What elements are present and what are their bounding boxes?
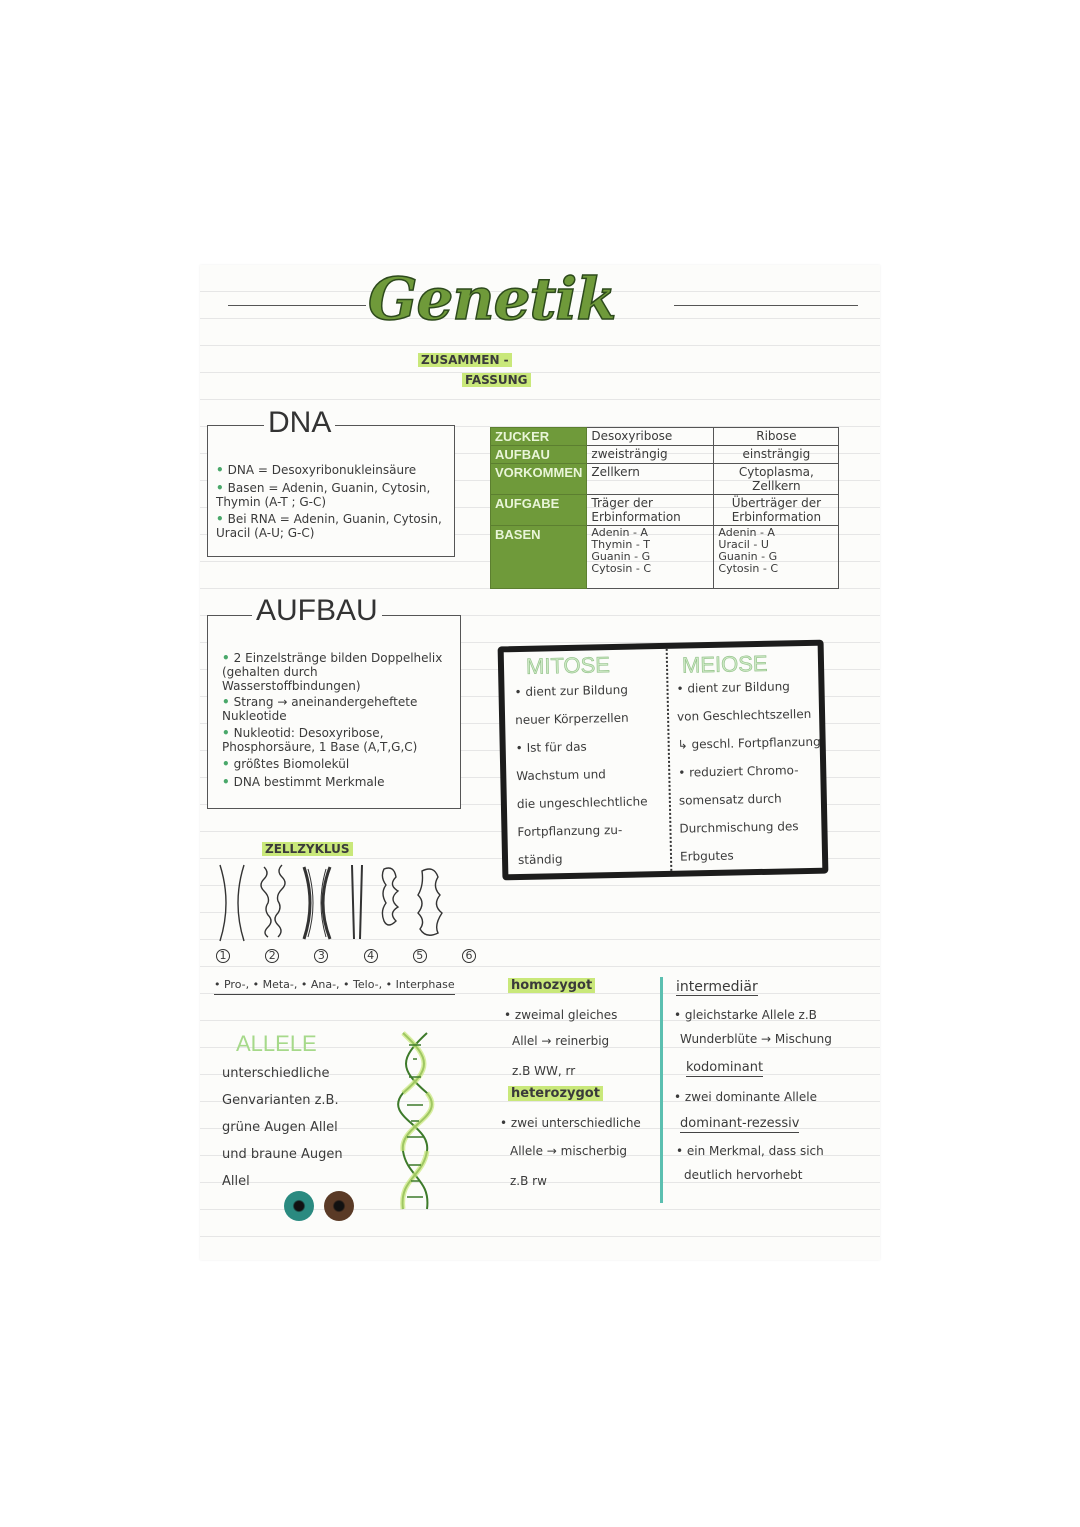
page-title: Genetik bbox=[368, 265, 616, 333]
title-rule-right bbox=[674, 305, 858, 306]
row-label: VORKOMMEN bbox=[491, 464, 587, 495]
intermediaer-text bbox=[674, 1009, 832, 1055]
homozygot-line: • zweimal gleiches bbox=[504, 1008, 618, 1022]
phase-number: 1 bbox=[216, 949, 230, 963]
mitose-line: Fortpflanzung zu- bbox=[517, 822, 623, 840]
allele-line: Genvarianten z.B. bbox=[222, 1093, 339, 1108]
chromosome-2 bbox=[261, 867, 271, 937]
phase-number: 6 bbox=[462, 949, 476, 963]
table-row bbox=[491, 428, 839, 446]
table-row bbox=[491, 495, 839, 526]
row-label: BASEN bbox=[491, 526, 587, 589]
meiose-heading: MEIOSE bbox=[681, 650, 768, 678]
table-row bbox=[491, 446, 839, 464]
row-label: ZUCKER bbox=[491, 428, 587, 446]
dna-item: • DNA = Desoxyribonukleinsäure bbox=[216, 463, 417, 477]
aufbau-item: • DNA bestimmt Merkmale bbox=[222, 775, 385, 790]
dna-cell: Adenin - A Thymin - T Guanin - G Cytosin - C bbox=[587, 526, 714, 589]
chromosome-6 bbox=[418, 869, 442, 935]
phase-number: 2 bbox=[265, 949, 279, 963]
mitose-line: • dient zur Bildung bbox=[514, 682, 629, 700]
dna-list bbox=[216, 464, 448, 541]
dna-cell: zweisträngig bbox=[587, 446, 714, 464]
dna-item: • Basen = Adenin, Guanin, Cytosin, Thymin (A-T ; G-C) bbox=[216, 480, 431, 509]
meiose-line: • dient zur Bildung bbox=[676, 679, 790, 696]
notebook-page bbox=[200, 265, 880, 1260]
rna-cell: Adenin - A Uracil - U Guanin - G Cytosin - C bbox=[714, 526, 839, 589]
heterozygot-line: Allele → mischerbig bbox=[510, 1144, 628, 1158]
mitose-heading: MITOSE bbox=[525, 652, 611, 679]
homozygot-line: Allel → reinerbig bbox=[512, 1034, 610, 1048]
dna-rna-table bbox=[490, 427, 839, 589]
row-label: AUFGABE bbox=[491, 495, 587, 526]
homozygot-heading: homozygot bbox=[508, 979, 595, 994]
heterozygot-line: • zwei unterschiedliche bbox=[500, 1116, 641, 1130]
meiose-text bbox=[676, 672, 820, 871]
dna-cell: Träger der Erbinformation bbox=[587, 495, 714, 526]
rna-cell: Ribose bbox=[714, 428, 839, 446]
kodominant-text bbox=[674, 1091, 817, 1105]
meiose-line: somensatz durch bbox=[678, 791, 782, 808]
allele-text bbox=[222, 1067, 343, 1202]
mitose-line: die ungeschlechtliche bbox=[516, 794, 648, 812]
kodominant-heading: kodominant bbox=[686, 1060, 764, 1075]
table-row bbox=[491, 526, 839, 589]
kodominant-line: • zwei dominante Allele bbox=[674, 1090, 817, 1104]
mitose-line: • Ist für das bbox=[515, 739, 587, 756]
phase-numbers bbox=[216, 949, 476, 963]
dominant-rezessiv-heading: dominant-rezessiv bbox=[680, 1116, 800, 1131]
dna-cell: Zellkern bbox=[587, 464, 714, 495]
title-rule-left bbox=[228, 305, 366, 306]
aufbau-item: • Nukleotid: Desoxyribose, Phosphorsäure, 1 Base (A,T,G,C) bbox=[222, 725, 418, 754]
allele-heading: ALLELE bbox=[236, 1031, 317, 1056]
dominant-rezessiv-line: deutlich hervorhebt bbox=[684, 1168, 803, 1182]
homozygot-text bbox=[504, 1009, 617, 1087]
dna-heading: DNA bbox=[264, 406, 335, 440]
mitose-meiose-box bbox=[498, 640, 829, 881]
phase-number: 4 bbox=[364, 949, 378, 963]
phase-number: 3 bbox=[314, 949, 328, 963]
intermediaer-heading: intermediär bbox=[676, 979, 758, 995]
teal-divider bbox=[660, 977, 663, 1203]
meiose-line: • reduziert Chromo- bbox=[678, 763, 799, 780]
meiose-line: von Geschlechtszellen bbox=[676, 706, 812, 724]
brown-eye-icon bbox=[324, 1191, 354, 1221]
aufbau-heading: AUFBAU bbox=[252, 594, 382, 628]
dominant-rezessiv-text bbox=[676, 1145, 824, 1191]
mitose-line: ständig bbox=[517, 852, 563, 868]
aufbau-item: • 2 Einzelstränge bilden Doppelhelix (gehalten durch Wasserstoffbindungen) bbox=[222, 651, 443, 693]
dominant-rezessiv-line: • ein Merkmal, dass sich bbox=[676, 1144, 824, 1158]
dna-box bbox=[207, 406, 455, 557]
allele-line: Allel bbox=[222, 1174, 250, 1189]
allele-line: und braune Augen bbox=[222, 1147, 343, 1162]
dna-item: • Bei RNA = Adenin, Guanin, Cytosin, Uracil (A-U; G-C) bbox=[216, 512, 442, 541]
mitose-line: Wachstum und bbox=[516, 767, 606, 784]
phase-number: 5 bbox=[413, 949, 427, 963]
subtitle-line1: ZUSAMMEN - bbox=[418, 354, 512, 368]
rna-cell: Überträger der Erbinformation bbox=[714, 495, 839, 526]
phases-line: • Pro-, • Meta-, • Ana-, • Telo-, • Interphase bbox=[214, 979, 455, 995]
chromosome-5 bbox=[382, 868, 398, 925]
aufbau-box bbox=[207, 594, 461, 809]
heterozygot-text bbox=[500, 1117, 641, 1197]
heterozygot-heading: heterozygot bbox=[508, 1087, 603, 1102]
homozygot-line: z.B WW, rr bbox=[512, 1064, 576, 1078]
intermediaer-line: • gleichstarke Allele z.B bbox=[674, 1008, 817, 1022]
row-label: AUFBAU bbox=[491, 446, 587, 464]
aufbau-item: • größtes Biomolekül bbox=[222, 756, 350, 771]
allele-line: grüne Augen Allel bbox=[222, 1120, 338, 1135]
aufbau-item: • Strang → aneinandergeheftete Nukleotide bbox=[222, 695, 418, 724]
dna-cell: Desoxyribose bbox=[587, 428, 714, 446]
allele-line: unterschiedliche bbox=[222, 1066, 330, 1081]
meiose-line: Durchmischung des bbox=[679, 819, 799, 836]
green-eye-icon bbox=[284, 1191, 314, 1221]
mitose-text bbox=[514, 675, 668, 874]
mitose-line: neuer Körperzellen bbox=[514, 710, 629, 728]
subtitle-line2: FASSUNG bbox=[462, 374, 531, 388]
chromosome-1 bbox=[220, 865, 244, 941]
heterozygot-line: z.B rw bbox=[510, 1174, 547, 1188]
table-row bbox=[491, 464, 839, 495]
meiose-line: Erbgutes bbox=[679, 848, 734, 864]
chromosome-drawings bbox=[212, 863, 472, 943]
intermediaer-line: Wunderblüte → Mischung bbox=[680, 1032, 832, 1046]
aufbau-list bbox=[222, 652, 452, 790]
zellzyklus-heading: ZELLZYKLUS bbox=[262, 843, 353, 857]
rna-cell: Cytoplasma, Zellkern bbox=[714, 464, 839, 495]
dna-helix-drawing bbox=[395, 1029, 435, 1213]
meiose-line: ↳ geschl. Fortpflanzung bbox=[677, 734, 821, 752]
rna-cell: einsträngig bbox=[714, 446, 839, 464]
